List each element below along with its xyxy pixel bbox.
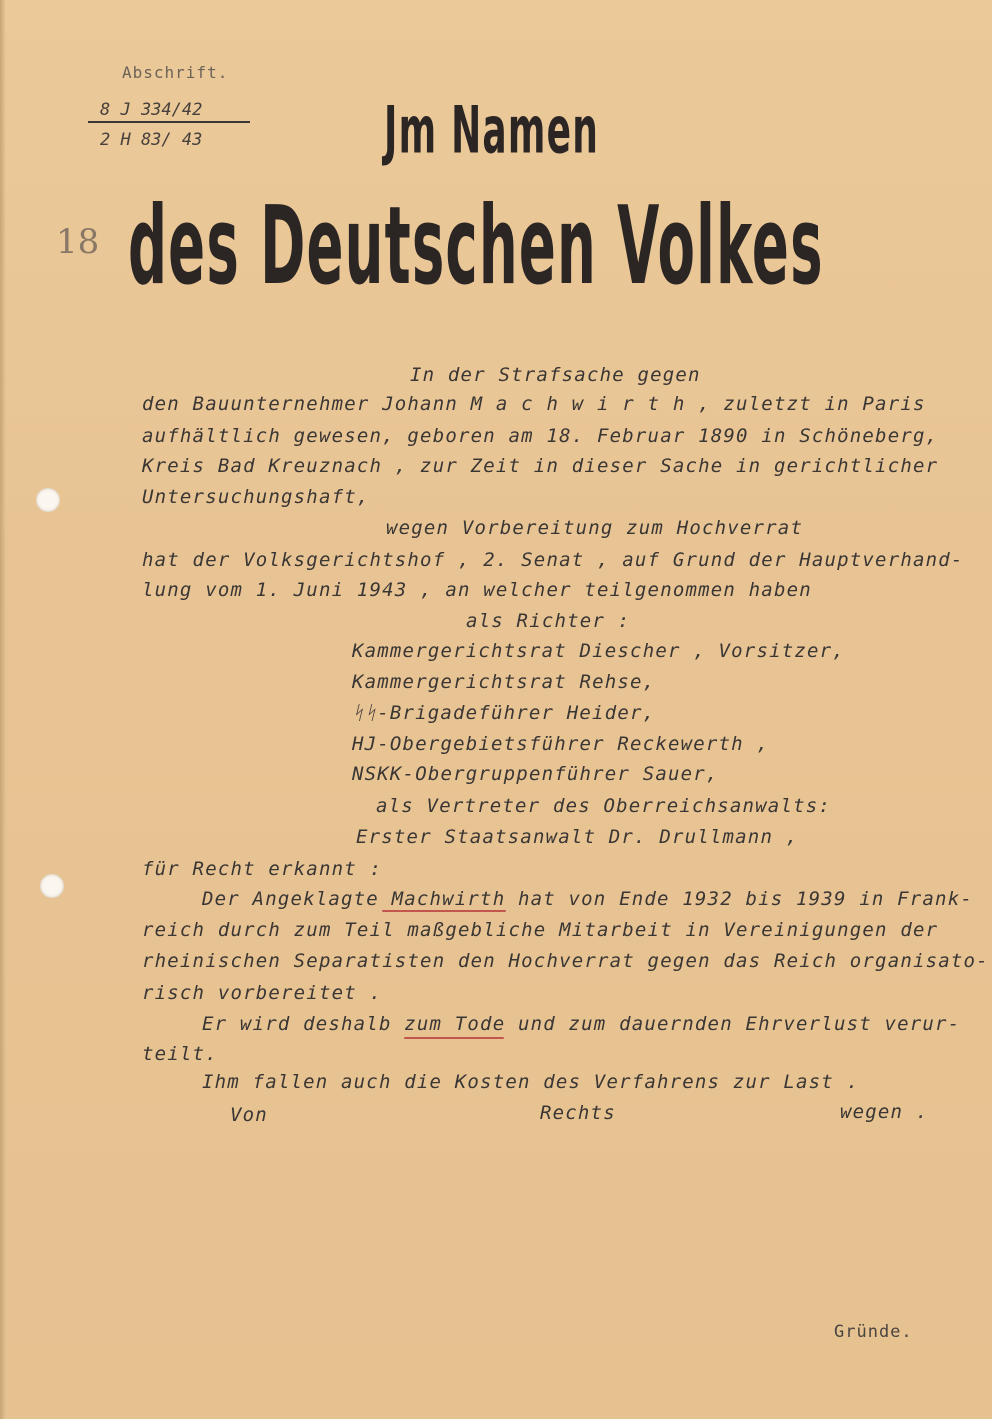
body-line: für Recht erkannt : [142,858,383,880]
judge-line: ᛋᛋ-Brigadeführer Heider, [352,702,656,724]
judge-line: Kammergerichtsrat Rehse, [352,671,656,693]
punch-hole-bottom [40,874,64,898]
reference-underline [88,121,250,123]
judge-line: NSKK-Obergruppenführer Sauer, [352,763,719,785]
body-line: lung vom 1. Juni 1943 , an welcher teilgenommen haben [142,579,812,601]
case-reference-2: 2 H 83/ 43 [100,130,203,150]
abschrift-label: Abschrift. [122,63,229,82]
punch-hole-top [36,488,60,512]
closing-rechts: Rechts [540,1102,616,1124]
sentence-line: teilt. [142,1043,218,1065]
verdict-line: reich durch zum Teil maßgebliche Mitarbeit in Vereinigungen der [142,919,939,941]
case-reference-1: 8 J 334/42 [100,100,203,120]
red-underline-name [382,910,506,912]
body-line: hat der Volksgerichtshof , 2. Senat , auf Grund der Hauptverhand- [142,549,964,571]
gruende-label: Gründe. [834,1322,913,1342]
body-line: als Vertreter des Oberreichsanwalts: [376,795,832,817]
red-underline-death-sentence [404,1037,504,1039]
body-line: als Richter : [466,610,631,632]
verdict-line: Der Angeklagte Machwirth hat von Ende 1932 bis 1939 in Frank- [202,888,973,910]
page-number: 18 [56,222,100,262]
costs-line: Ihm fallen auch die Kosten des Verfahrens zur Last . [202,1071,860,1093]
prosecutor-line: Erster Staatsanwalt Dr. Drullmann , [356,826,799,848]
verdict-line: risch vorbereitet . [142,982,383,1004]
body-line: aufhältlich gewesen, geboren am 18. Februar 1890 in Schöneberg, [142,425,939,447]
body-line: wegen Vorbereitung zum Hochverrat [386,517,804,539]
judge-line: Kammergerichtsrat Diescher , Vorsitzer, [352,640,845,662]
body-line: In der Strafsache gegen [410,364,701,386]
sentence-line: Er wird deshalb zum Tode und zum dauernden Ehrverlust verur- [202,1013,961,1035]
closing-von: Von [230,1104,268,1126]
body-line: Kreis Bad Kreuznach , zur Zeit in dieser Sache in gerichtlicher [142,455,939,477]
judge-line: HJ-Obergebietsführer Reckewerth , [352,733,770,755]
page-edge-shadow [0,0,6,1419]
body-line: den Bauunternehmer Johann M a c h w i r t h , zuletzt in Paris [142,393,926,415]
title-line-1: Jm Namen [384,92,600,169]
body-line: Untersuchungshaft, [142,486,370,508]
closing-wegen: wegen . [840,1101,929,1123]
verdict-line: rheinischen Separatisten den Hochverrat gegen das Reich organisato- [142,950,989,972]
title-line-2: des Deutschen Volkes [128,184,824,310]
